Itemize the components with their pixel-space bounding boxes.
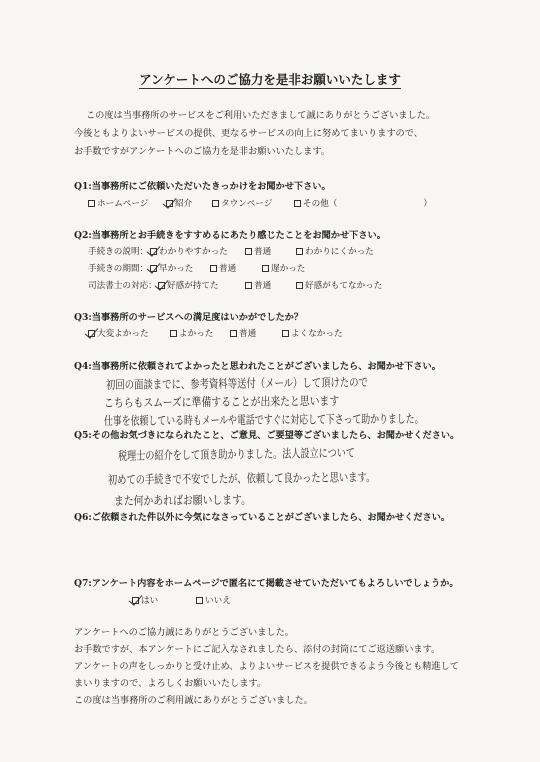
- q2-row-staff-label: 司法書士の対応：: [88, 281, 157, 291]
- q6-question: Q6:ご依頼された件以外に今気になさっていることがございましたら、お聞かせください。: [74, 512, 451, 523]
- q1-option-townpage[interactable]: タウンページ: [212, 199, 272, 210]
- q3-normal[interactable]: 普通: [230, 329, 256, 340]
- q7-option-yes[interactable]: はい: [132, 596, 158, 607]
- q5-question: Q5:その他お気づきになられたこと、ご意見、ご要望等ございましたら、お聞かせください。: [74, 430, 460, 441]
- checkbox[interactable]: [294, 200, 301, 207]
- checkbox[interactable]: [245, 248, 252, 255]
- checkbox-checked[interactable]: [150, 248, 157, 255]
- intro-line-1: この度は当事務所のサービスをご利用いただきまして誠にありがとうございました。: [86, 110, 436, 121]
- closing-line-5: この度は当事務所のご利用誠にありがとうございました。: [74, 695, 313, 706]
- q5-answer-line-1: 税理士の紹介をして頂き助かりました。法人設立について: [117, 445, 356, 463]
- closing-line-2: お手数ですが、本アンケートにご記入なされましたら、添付の封筒にてご返送願います。: [74, 644, 441, 655]
- q3-question: Q3:当事務所のサービスへの満足度はいかがでしたか？: [74, 312, 304, 323]
- checkbox-checked[interactable]: [88, 330, 95, 337]
- closing-line-3: アンケートの声をしっかりと受け止め、よりよいサービスを提供できるよう今後とも精進して: [74, 661, 459, 672]
- closing-line-4: まいりますので、よろしくお願いいたします。: [74, 678, 267, 689]
- checkbox[interactable]: [296, 282, 303, 289]
- q2-staff-good[interactable]: 好感が持てた: [158, 281, 219, 292]
- q2-explanation-unclear[interactable]: わかりにくかった: [296, 247, 374, 258]
- q2-period-slow[interactable]: 遅かった: [262, 264, 305, 275]
- q2-explanation-normal[interactable]: 普通: [245, 247, 271, 258]
- q2-staff-normal[interactable]: 普通: [245, 281, 271, 292]
- q1-option-homepage[interactable]: ホームページ: [88, 199, 148, 210]
- intro-line-3: お手数ですがアンケートへのご協力を是非お願いいたします。: [74, 146, 330, 157]
- checkbox[interactable]: [210, 265, 217, 272]
- q5-answer-line-3: また何かあればお願いします。: [113, 492, 252, 508]
- q1-option-other[interactable]: その他（ ）: [294, 199, 432, 210]
- checkbox-checked[interactable]: [158, 282, 165, 289]
- q2-staff-bad[interactable]: 好感がもてなかった: [296, 281, 382, 292]
- q2-period-normal[interactable]: 普通: [210, 264, 236, 275]
- q4-answer-line-1: 初回の面談までに、参考資料等送付（メール）して頂けたので: [105, 375, 368, 392]
- survey-title: アンケートへのご協力を是非お願いいたします: [139, 72, 401, 87]
- q1-option-referral[interactable]: 紹介: [166, 199, 192, 210]
- q3-not-good[interactable]: よくなかった: [282, 329, 343, 340]
- checkbox[interactable]: [245, 282, 252, 289]
- checkbox-checked[interactable]: [150, 265, 157, 272]
- checkbox[interactable]: [230, 330, 237, 337]
- checkbox[interactable]: [296, 248, 303, 255]
- q4-question: Q4:当事務所に依頼されてよかったと思われたことがございましたら、お聞かせ下さい。: [74, 361, 441, 372]
- q7-question: Q7:アンケート内容をホームページで匿名にて掲載させていただいてもよろしいでしょうか。: [74, 578, 459, 589]
- q2-row-explanation-label: 手続きの説明：: [88, 247, 149, 257]
- q2-period-fast[interactable]: 早かった: [150, 264, 193, 275]
- q2-explanation-clear[interactable]: わかりやすかった: [150, 247, 228, 258]
- q4-answer-line-3: 仕事を依頼している時もメールや電話ですぐに対応して下さって助かりました。: [103, 411, 424, 428]
- q4-answer-line-2: こちらもスムーズに準備することが出来たと思います: [103, 393, 340, 410]
- checkbox[interactable]: [88, 200, 95, 207]
- q1-question: Q1:当事務所にご依頼いただいたきっかけをお聞かせ下さい。: [74, 181, 331, 192]
- checkbox-checked[interactable]: [132, 597, 139, 604]
- intro-line-2: 今後ともよりよいサービスの提供、更なるサービスの向上に努めてまいりますので、: [74, 128, 423, 139]
- checkbox[interactable]: [170, 330, 177, 337]
- checkbox[interactable]: [212, 200, 219, 207]
- q7-option-no[interactable]: いいえ: [196, 596, 231, 607]
- q3-very-good[interactable]: 大変よかった: [88, 329, 149, 340]
- q2-question: Q2:当事務所とお手続きをすすめるにあたり感じたことをお聞かせ下さい。: [74, 230, 386, 241]
- closing-line-1: アンケートへのご協力誠にありがとうございました。: [74, 627, 294, 638]
- checkbox[interactable]: [262, 265, 269, 272]
- checkbox[interactable]: [196, 597, 203, 604]
- q2-row-period-label: 手続きの期間：: [88, 264, 149, 274]
- checkbox-checked[interactable]: [166, 200, 173, 207]
- q5-answer-line-2: 初めての手続きで不安でしたが、依頼して良かったと思います。: [107, 470, 376, 487]
- checkbox[interactable]: [282, 330, 289, 337]
- q3-good[interactable]: よかった: [170, 329, 213, 340]
